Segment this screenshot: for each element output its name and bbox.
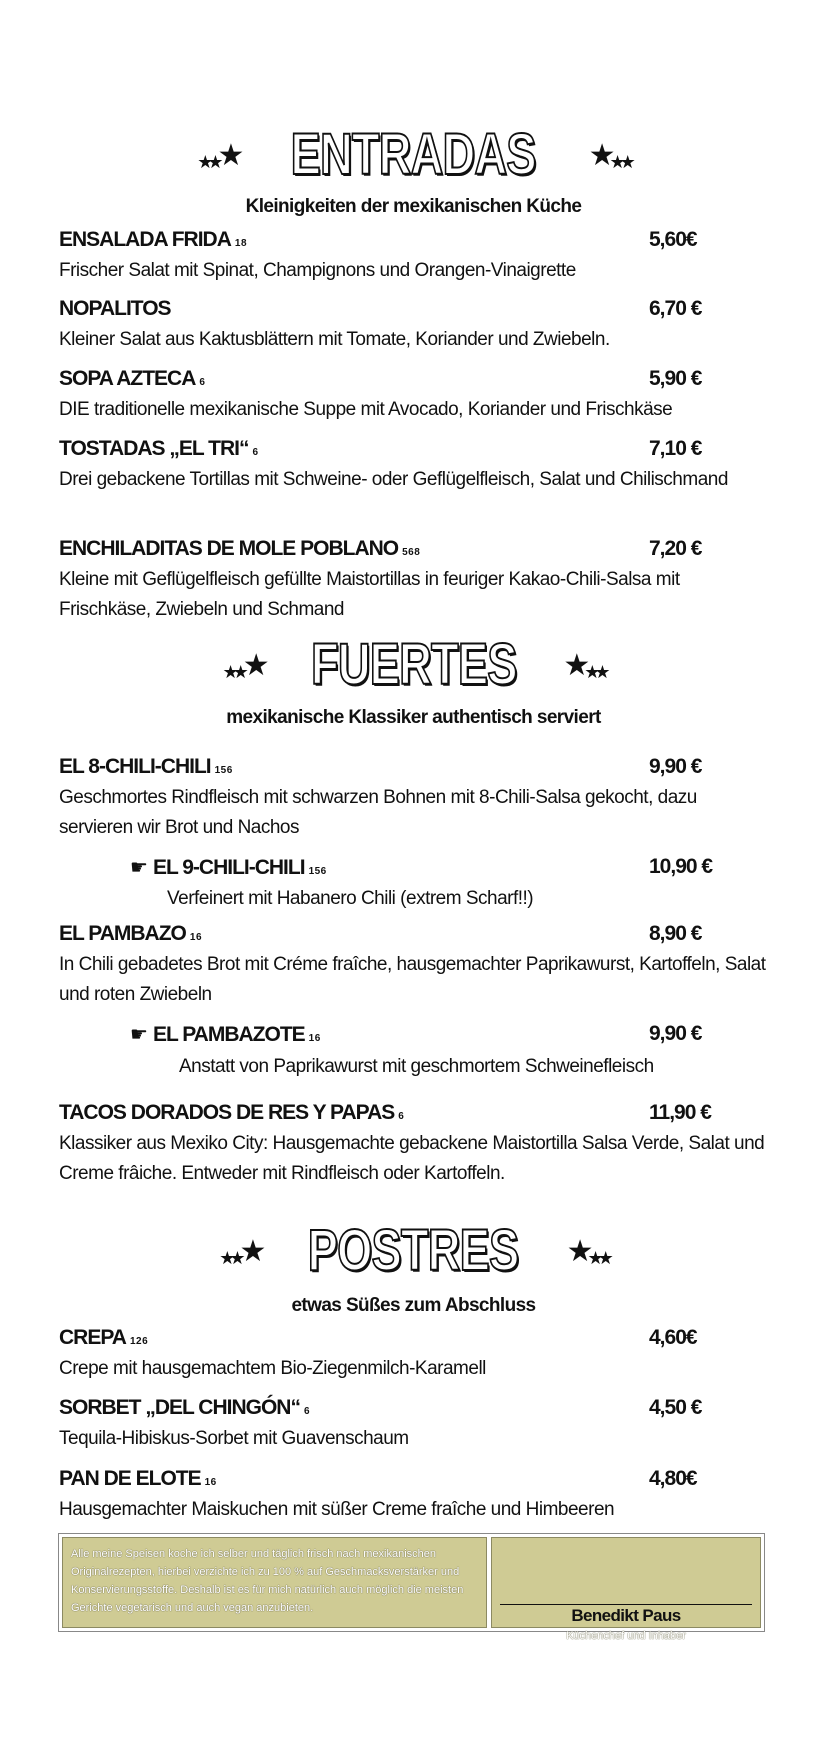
menu-item-name: TACOS DORADOS DE RES Y PAPAS 6 — [59, 1101, 405, 1124]
menu-item-price: 4,60€ — [649, 1326, 697, 1349]
menu-item-description: Drei gebackene Tortillas mit Schweine- oder Geflügelfleisch, Salat und Chilischmand — [59, 469, 728, 490]
fuertes-title: FUERTES — [310, 632, 517, 697]
menu-item-name: ENSALADA FRIDA 18 — [59, 228, 248, 251]
pointing-hand-icon: ☛ — [130, 1022, 147, 1046]
menu-item-description: In Chili gebadetes Brot mit Créme fraîche, hausgemachter Paprikawurst, Kartoffeln, Salat und roten Zwiebeln — [59, 954, 766, 1005]
stars-right-icon: ★ ★ ★ — [588, 137, 630, 173]
menu-subitem-name: ☛ EL 9-CHILI-CHILI 156 — [130, 855, 327, 879]
menu-item-name: PAN DE ELOTE 16 — [59, 1467, 217, 1490]
fuertes-subtitle: mexikanische Klassiker authentisch serviert — [226, 707, 601, 728]
pointing-hand-icon: ☛ — [130, 855, 147, 879]
menu-item-description: Klassiker aus Mexiko City: Hausgemachte gebackene Maistortilla Salsa Verde, Salat und Creme frâiche. Entweder mit Rindfleisch oder Kartoffeln. — [59, 1133, 765, 1184]
menu-item-name: ENCHILADITAS DE MOLE POBLANO 568 — [59, 537, 421, 560]
menu-item-price: 6,70 € — [649, 297, 702, 320]
signer-role: Küchenchef und Inhaber — [566, 1630, 686, 1642]
menu-item-price: 11,90 € — [649, 1101, 711, 1124]
postres-header — [0, 1218, 827, 1283]
menu-item-name: EL PAMBAZO 16 — [59, 922, 203, 945]
menu-item-price: 7,10 € — [649, 437, 702, 460]
menu-item-price: 10,90 € — [649, 855, 713, 878]
fuertes-header — [0, 632, 827, 697]
menu-item-description: Crepe mit hausgemachtem Bio-Ziegenmilch-Karamell — [59, 1358, 486, 1379]
signature-box — [491, 1537, 761, 1642]
chef-statement: Alle meine Speisen koche ich selber und täglich frisch nach mexikanischen Originalrezepten, hierbei verzichte ich zu 100 % auf Geschmacksverstärker und Konservierungsstoffe. Deshalb ist es für mich natürlich auch möglich die meisten Gerichte vegetarisch und auch vegan anzubieten. — [62, 1537, 487, 1628]
signer-name: Benedikt Paus — [571, 1606, 681, 1625]
menu-item-price: 7,20 € — [649, 537, 702, 560]
postres-title: POSTRES — [308, 1218, 519, 1283]
menu-item-price: 4,80€ — [649, 1467, 697, 1490]
stars-right-icon: ★ ★ ★ — [563, 647, 605, 683]
stars-left-icon: ★ ★ ★ — [222, 647, 264, 683]
stars-left-icon: ★ ★ ★ — [219, 1233, 261, 1269]
menu-item-name: EL 8-CHILI-CHILI 156 — [59, 755, 233, 778]
entradas-header — [0, 122, 827, 187]
entradas-title: ENTRADAS — [290, 122, 537, 187]
menu-item-name: TOSTADAS „EL TRI“ 6 — [59, 437, 259, 460]
menu-item-description: Geschmortes Rindfleisch mit schwarzen Bohnen mit 8-Chili-Salsa gekocht, dazu servieren wir Brot und Nachos — [59, 787, 697, 838]
menu-item-description: Hausgemachter Maiskuchen mit süßer Creme fraîche und Himbeeren — [59, 1499, 615, 1520]
menu-item-price: 9,90 € — [649, 755, 702, 778]
menu-item-description: Tequila-Hibiskus-Sorbet mit Guavenschaum — [59, 1428, 409, 1449]
signature-line — [500, 1604, 752, 1605]
footer-box — [58, 1533, 765, 1642]
menu-item-price: 5,60€ — [649, 228, 697, 251]
stars-right-icon: ★ ★ ★ — [566, 1233, 608, 1269]
menu-item-price: 9,90 € — [649, 1022, 702, 1045]
menu-item-description: Kleiner Salat aus Kaktusblättern mit Tomate, Koriander und Zwiebeln. — [59, 329, 610, 350]
menu-item-price: 8,90 € — [649, 922, 702, 945]
entradas-subtitle: Kleinigkeiten der mexikanischen Küche — [245, 196, 582, 217]
menu-item-description: DIE traditionelle mexikanische Suppe mit Avocado, Koriander und Frischkäse — [59, 399, 673, 420]
menu-item-description: Kleine mit Geflügelfleisch gefüllte Maistortillas in feuriger Kakao-Chili-Salsa mit Frischkäse, Zwiebeln und Schmand — [59, 569, 680, 620]
menu-item-price: 5,90 € — [649, 367, 702, 390]
menu-subitem-name: ☛ EL PAMBAZOTE 16 — [130, 1022, 321, 1046]
menu-item-name: SOPA AZTECA 6 — [59, 367, 206, 390]
postres-subtitle: etwas Süßes zum Abschluss — [291, 1295, 536, 1316]
menu-item-description: Anstatt von Paprikawurst mit geschmortem Schweinefleisch — [179, 1056, 654, 1077]
menu-item-description: Frischer Salat mit Spinat, Champignons und Orangen-Vinaigrette — [59, 260, 576, 281]
menu-item-name: NOPALITOS — [59, 297, 171, 320]
menu-item-name: CREPA 126 — [59, 1326, 149, 1349]
menu-item-price: 4,50 € — [649, 1396, 702, 1419]
stars-left-icon: ★ ★ ★ — [197, 137, 239, 173]
menu-item-description: Verfeinert mit Habanero Chili (extrem Scharf!!) — [167, 888, 534, 909]
menu-item-name: SORBET „DEL CHINGÓN“ 6 — [59, 1396, 311, 1419]
